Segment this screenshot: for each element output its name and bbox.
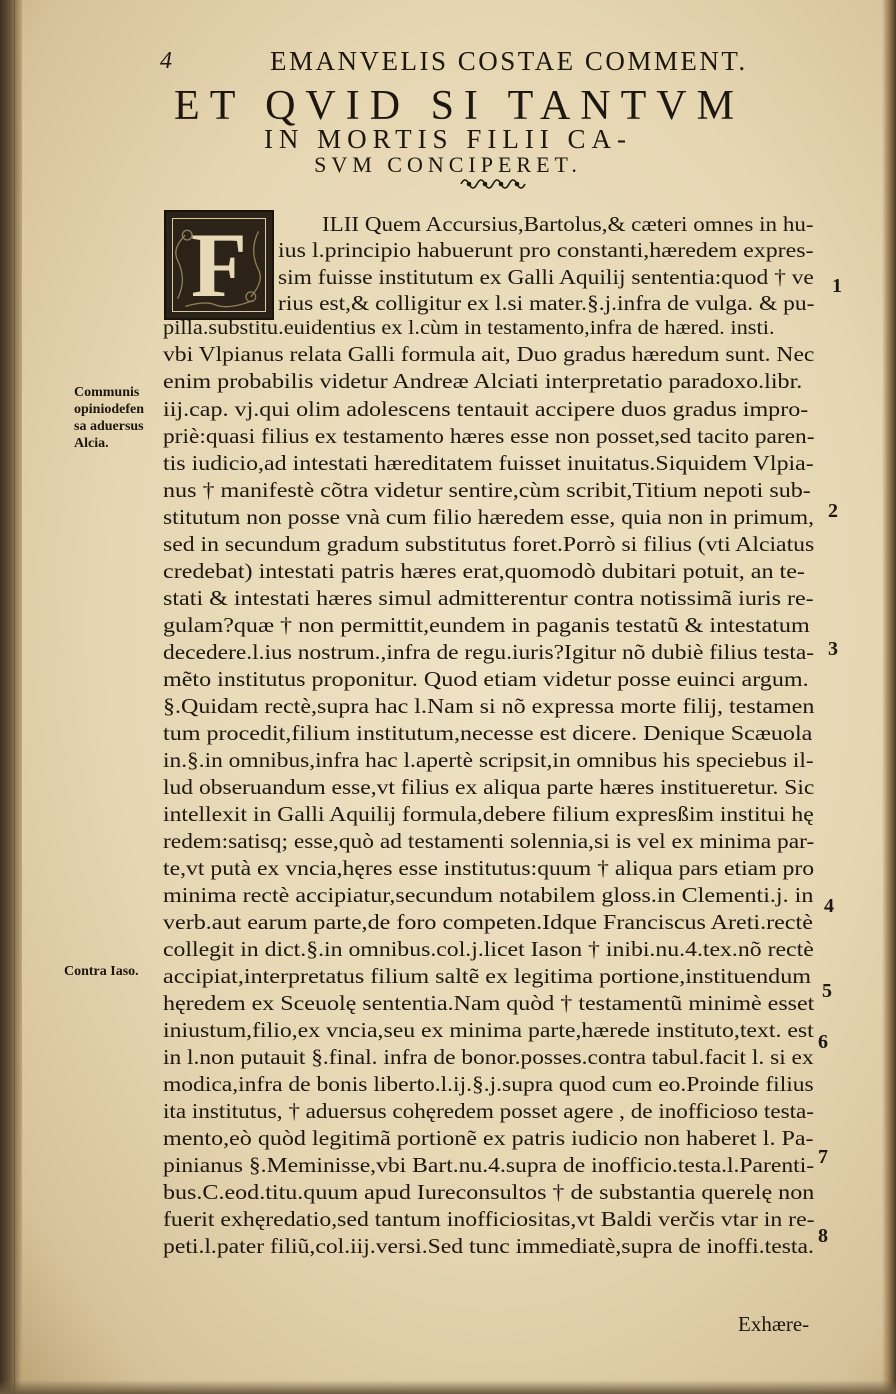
running-head: EMANVELIS COSTAE COMMENT. — [270, 46, 748, 76]
text-line-1: ILII Quem Accursius,Bartolus,& cæteri omnes in hu- — [322, 212, 814, 236]
text-line-2: ius l.principio habuerunt pro constanti,hæredem expres- — [278, 238, 814, 262]
binding-gutter — [0, 0, 22, 1394]
text-line-28: collegit in dict.§.in omnibus.col.j.licet Iason † inibi.nu.4.tex.nõ rectè — [163, 937, 814, 961]
margin-note-line: Communis — [74, 385, 140, 400]
margin-note-line: opiniodefen — [74, 402, 145, 417]
margin-number-4: 4 — [824, 895, 834, 917]
text-line-35: mento,eò quòd legitimã portionẽ ex patris iudicio non haberet l. Pa- — [163, 1126, 814, 1150]
text-line-37: bus.C.eod.titu.quum apud Iureconsultos † de substantia querelę non — [163, 1180, 815, 1204]
text-line-21: in.§.in omnibus,infra hac l.apertè scripsit,in omnibus his speciebus il- — [163, 748, 814, 772]
text-line-5: pilla.substitu.euidentius ex l.cùm in testamento,infra de hæred. insti. — [163, 317, 775, 339]
text-line-24: redem:satisq; esse,quò ad testamenti solennia,si is vel ex minima par- — [163, 829, 815, 853]
text-line-18: mẽto institutus proponitur. Quod etiam videtur posse euinci argum. — [163, 667, 809, 691]
text-line-19: §.Quidam rectè,supra hac l.Nam si nõ expressa morte filij, testamen — [163, 694, 815, 718]
chapter-title-line-1: ET QVID SI TANTVM — [174, 83, 744, 129]
text-line-8: iij.cap. vj.qui olim adolescens tentauit accipere duos gradus impro- — [163, 397, 809, 421]
margin-number-8: 8 — [818, 1225, 828, 1247]
margin-number-7: 7 — [818, 1146, 828, 1168]
text-line-36: pinianus §.Meminisse,vbi Bart.nu.4.supra de inofficio.testa.l.Parenti- — [163, 1153, 815, 1177]
text-line-39: peti.l.pater filiũ,col.iij.versi.Sed tunc immediatè,supra de inoffi.testa. — [163, 1234, 814, 1258]
margin-number-2: 2 — [828, 500, 838, 522]
decorated-initial — [164, 210, 274, 320]
chapter-title-line-2: IN MORTIS FILII CA- — [263, 124, 633, 154]
page-edge-right — [882, 0, 896, 1394]
margin-number-3: 3 — [828, 638, 838, 660]
text-line-4: rius est,& colligitur ex l.si mater.§.j.infra de vulga. & pu- — [278, 291, 815, 315]
margin-number-5: 5 — [822, 980, 832, 1002]
margin-note-contra-iaso: Contra Iaso. — [64, 964, 139, 979]
text-line-27: verb.aut earum parte,de foro competen.Idque Franciscus Areti.rectè — [163, 910, 813, 934]
text-line-30: hęredem ex Sceuolę sententia.Nam quòd † testamentũ minimè esset — [163, 991, 815, 1015]
text-line-14: credebat) intestati patris hæres erat,quomodò dubitari potuit, an te- — [163, 559, 805, 583]
text-line-9: priè:quasi filius ex testamento hæres esse non posset,sed tacito paren- — [163, 424, 815, 448]
text-line-34: ita institutus, † aduersus cohęredem posset agere , de inofficioso testa- — [163, 1099, 815, 1123]
text-line-13: sed in secundum gradum substitutus foret.Porrò si filius (vti Alciatus — [163, 532, 815, 556]
text-line-32: in l.non putauit §.final. infra de bonor.posses.contra tabul.facit l. si ex — [163, 1045, 814, 1069]
text-line-12: stitutum non posse vnà cum filio hæredem esse, quia non in primum, — [163, 505, 814, 529]
margin-number-1: 1 — [832, 275, 842, 297]
margin-note-line: sa aduersus — [74, 419, 144, 434]
text-line-6: vbi Vlpianus relata Galli formula ait, Duo gradus hæredum sunt. Nec — [163, 342, 815, 366]
text-line-31: iniustum,filio,ex vncia,seu ex minima parte,hærede instituto,text. est — [163, 1018, 814, 1042]
text-line-25: te,vt putà ex vncia,hęres esse institutus:quum † aliqua pars etiam pro — [163, 856, 815, 880]
text-line-17: decedere.l.ius nostrum.,infra de regu.iuris?Igitur nõ dubiè filius testa- — [163, 640, 815, 664]
text-line-33: modica,infra de bonis liberto.l.ij.§.j.supra quod cum eo.Proinde filius — [163, 1072, 814, 1096]
text-line-38: fuerit exhęredatio,sed tantum inofficiositas,vt Baldi verčis vtar in re- — [163, 1207, 815, 1231]
margin-note-communis — [74, 384, 144, 452]
ornament-icon — [459, 175, 527, 191]
gutter-crease — [14, 0, 15, 1394]
text-line-23: intellexit in Galli Aquilij formula,debere filium expresßim institui hę — [163, 802, 814, 826]
text-line-20: tum procedit,filium institutum,necesse est dicere. Denique Scæuola — [163, 721, 813, 745]
text-line-3: sim fuisse institutum ex Galli Aquilij sententia:quod † ve — [278, 265, 814, 289]
text-line-22: lud obseruandum esse,vt filius ex aliqua parte hæres institueretur. Sic — [163, 775, 815, 799]
margin-note-line: Alcia. — [74, 436, 109, 451]
text-line-29: accipiat,interpretatus filium saltẽ ex legitima portione,instituendum — [163, 964, 811, 988]
chapter-title-line-3: SVM CONCIPERET. — [314, 152, 582, 177]
page-number: 4 — [160, 48, 172, 74]
text-line-15: stati & intestati hæres simul admitterentur contra notissimã iuris re- — [163, 586, 814, 610]
initial-letter: F — [190, 214, 248, 316]
text-line-11: nus † manifestè cõtra videtur sentire,cùm scribit,Titium nepoti sub- — [163, 478, 811, 502]
page-edge-bottom — [0, 1380, 896, 1394]
text-line-16: gulam?quæ † non permittit,eundem in paganis testatũ & intestatum — [163, 613, 810, 637]
margin-number-6: 6 — [818, 1031, 828, 1053]
catchword: Exhære- — [738, 1312, 810, 1336]
text-line-7: enim probabilis videtur Andreæ Alciati interpretatio paradoxo.libr. — [163, 369, 803, 393]
text-line-10: tis iudicio,ad intestati hæreditatem fuisset inuitatus.Siquidem Vlpia- — [163, 451, 814, 475]
text-line-26: minima rectè accipiatur,secundum notabilem gloss.in Clementi.j. in — [163, 883, 814, 907]
